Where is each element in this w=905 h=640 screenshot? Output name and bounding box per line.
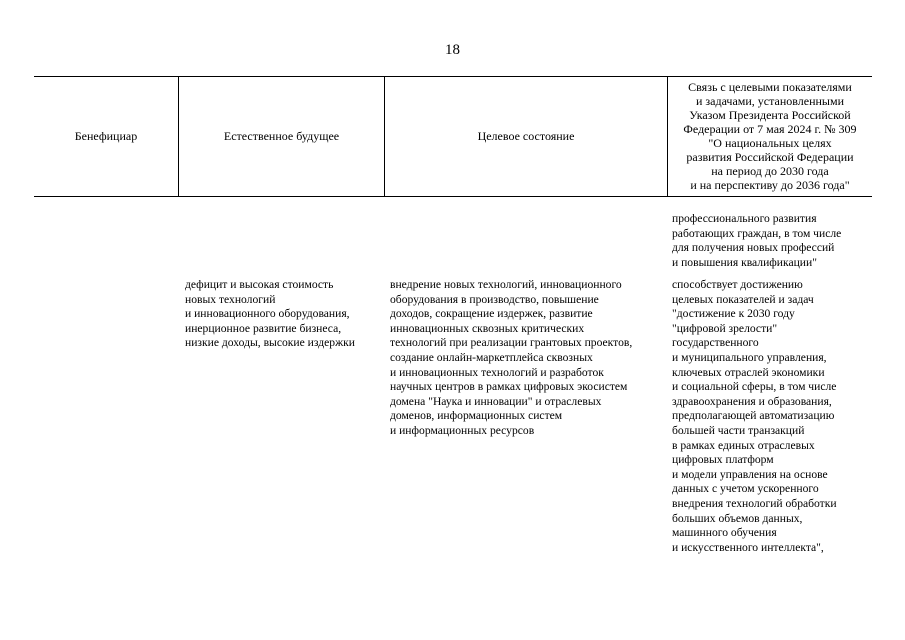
continuation-text: профессионального развития работающих граждан, в том числе для получения новых профессий и повышения квалификации" — [672, 212, 842, 269]
cell-target-state: внедрение новых технологий, инновационного оборудования в производство, повышение доходов, сокращение издержек, развитие инновационных сквозных критических технологий при реализации грантовых проектов, создание онлайн-маркетплейса сквозных и инновационных технологий и разработок научных центров в рамках цифровых экосистем домена "Наука и инновации" и отраслевых доменов, информационных систем и информационных ресурсов — [390, 278, 633, 437]
header-link-to-targets: Связь с целевыми показателями и задачами, установленными Указом Президента Российской Федерации от 7 мая 2024 г. № 309 "О национальных целях развития Российской Федерации на период до 2030 года и на перспективу до 2036 года" — [683, 80, 857, 192]
header-target-state: Целевое состояние — [477, 129, 575, 143]
header-natural-future: Естественное будущее — [223, 129, 340, 143]
header-beneficiary: Бенефициар — [74, 129, 138, 143]
cell-natural-future: дефицит и высокая стоимость новых технологий и инновационного оборудования, инерционное развитие бизнеса, низкие доходы, высокие издержки — [185, 278, 355, 350]
cell-link-to-targets: способствует достижению целевых показателей и задач "достижение к 2030 году "цифровой зрелости" государственного и муниципального управления, ключевых отраслей экономики и социальной сферы, в том числе здравоохранения и образования, предполагающей автоматизацию большей части транзакций в рамках единых отраслевых цифровых платформ и модели управления на основе данных с учетом ускоренного внедрения технологий обработки больших объемов данных, машинного обучения и искусственного интеллекта", — [672, 278, 837, 554]
page-number: 18 — [445, 42, 460, 58]
table-header-bottom-border — [34, 196, 872, 197]
